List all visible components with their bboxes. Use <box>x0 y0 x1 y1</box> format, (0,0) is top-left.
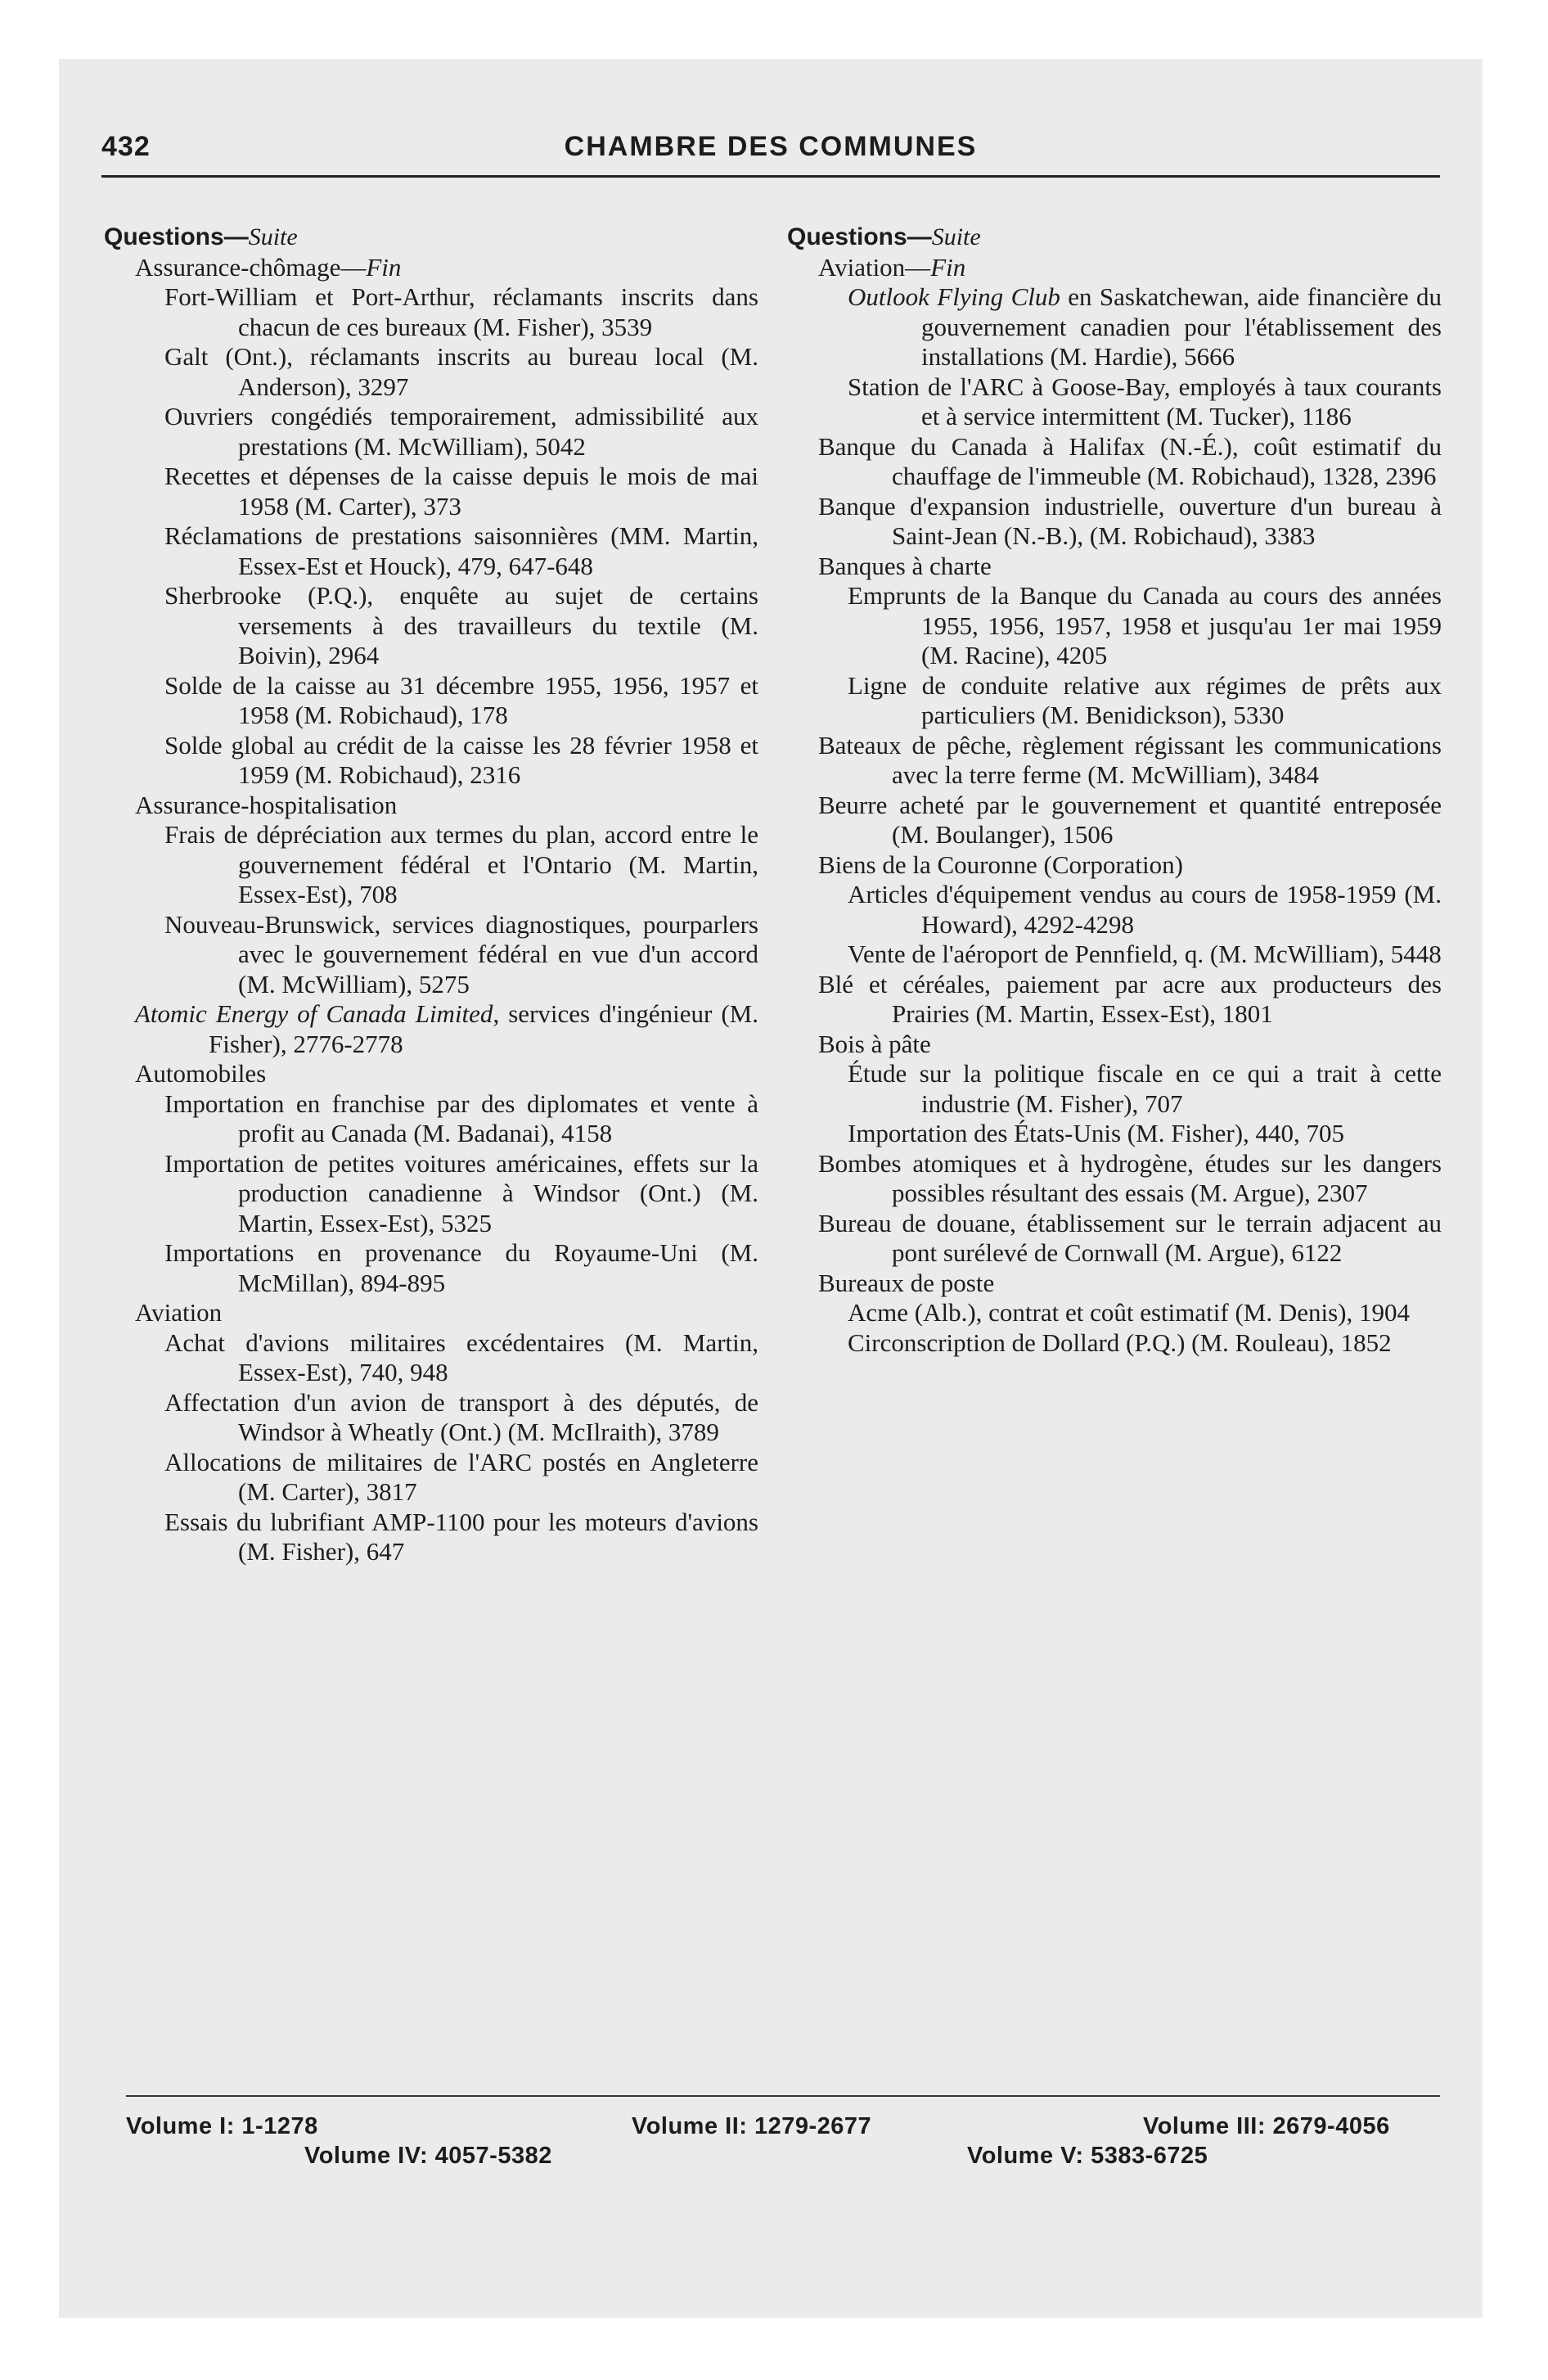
entry-text: Frais de dépréciation aux termes du plan, accord entre le gouvernement fédéral et l'Ontario (M. Martin, Essex-Est), 708 <box>164 820 758 908</box>
entry-text: Allocations de militaires de l'ARC postés en Angleterre (M. Carter), 3817 <box>164 1447 758 1506</box>
entry-text: Ligne de conduite relative aux régimes de prêts aux particuliers (M. Benidickson), 5330 <box>848 670 1442 729</box>
italic-title: Atomic Energy of Canada Limited <box>135 999 493 1028</box>
index-entry <box>104 671 758 731</box>
volume-4-range: Volume IV: 4057-5382 <box>304 2143 552 2169</box>
index-entry <box>104 1448 758 1508</box>
entry-text: Banque du Canada à Halifax (N.-É.), coût estimatif du chauffage de l'immeuble (M. Robichaud), 1328, 2396 <box>818 431 1442 490</box>
index-entry <box>787 552 1442 582</box>
index-entry <box>787 671 1442 731</box>
entry-text: Nouveau-Brunswick, services diagnostiques, pourparlers avec le gouvernement fédéral en vue d'un accord (M. McWilliam), 5275 <box>164 909 758 998</box>
index-entry <box>787 1209 1442 1269</box>
entry-text: Assurance-hospitalisation <box>135 790 398 819</box>
right-column <box>787 223 1442 1358</box>
index-entry <box>104 1298 758 1328</box>
entry-text: Étude sur la politique fiscale en ce qui a trait à cette industrie (M. Fisher), 707 <box>848 1059 1442 1118</box>
entry-text: Banque d'expansion industrielle, ouverture d'un bureau à Saint-Jean (N.-B.), (M. Robichaud), 3383 <box>818 491 1442 550</box>
entry-text: Importation de petites voitures américaines, effets sur la production canadienne à Windsor (Ont.) (M. Martin, Essex-Est), 5325 <box>164 1148 758 1237</box>
entry-text: Affectation d'un avion de transport à des députés, de Windsor à Wheatly (Ont.) (M. McIlraith), 3789 <box>164 1387 758 1446</box>
index-entry <box>787 492 1442 552</box>
entry-text: Blé et céréales, paiement par acre aux producteurs des Prairies (M. Martin, Essex-Est), 1801 <box>818 969 1442 1028</box>
index-entry <box>104 791 758 821</box>
entry-text: Beurre acheté par le gouvernement et quantité entreposée (M. Boulanger), 1506 <box>818 790 1442 849</box>
italic-title: Outlook Flying Club <box>848 282 1060 311</box>
entry-text: Acme (Alb.), contrat et coût estimatif (M. Denis), 1904 <box>848 1298 1410 1327</box>
index-entry <box>787 850 1442 881</box>
entry-text: Achat d'avions militaires excédentaires (M. Martin, Essex-Est), 740, 948 <box>164 1327 758 1386</box>
entry-text: Importations en provenance du Royaume-Uni (M. McMillan), 894-895 <box>164 1238 758 1297</box>
entry-text: Essais du lubrifiant AMP-1100 pour les moteurs d'avions (M. Fisher), 647 <box>164 1507 758 1566</box>
index-entry <box>787 282 1442 372</box>
running-title: CHAMBRE DES COMMUNES <box>564 131 978 162</box>
volume-2-range: Volume II: 1279-2677 <box>632 2113 872 2139</box>
index-entry <box>104 1238 758 1298</box>
index-entry <box>787 1119 1442 1149</box>
index-entry <box>104 1089 758 1149</box>
index-entry <box>104 1328 758 1388</box>
header-rule <box>101 175 1440 178</box>
index-entry <box>787 1030 1442 1060</box>
footer-rule <box>126 2095 1440 2097</box>
index-entry <box>104 999 758 1059</box>
entry-text: Solde de la caisse au 31 décembre 1955, 1956, 1957 et 1958 (M. Robichaud), 178 <box>164 670 758 729</box>
index-entry <box>787 1328 1442 1359</box>
index-entry <box>787 1298 1442 1328</box>
index-entry <box>787 791 1442 850</box>
entry-text: Articles d'équipement vendus au cours de 1958-1959 (M. Howard), 4292-4298 <box>848 880 1442 939</box>
entry-text: Importation des États-Unis (M. Fisher), 440, 705 <box>848 1119 1345 1147</box>
entry-text: Banques à charte <box>818 551 992 580</box>
continuation-label: Suite <box>931 223 981 250</box>
index-entry <box>787 581 1442 671</box>
entry-text: Bureaux de poste <box>818 1268 995 1297</box>
page-header <box>101 131 1440 164</box>
volume-1-range: Volume I: 1-1278 <box>126 2113 318 2139</box>
index-entry <box>787 432 1442 492</box>
entry-text: Biens de la Couronne (Corporation) <box>818 850 1183 879</box>
index-entry <box>104 1149 758 1239</box>
entry-text: Fort-William et Port-Arthur, réclamants inscrits dans chacun de ces bureaux (M. Fisher), 3539 <box>164 282 758 341</box>
index-entry <box>787 1149 1442 1209</box>
index-entry <box>104 253 758 283</box>
entry-text: Circonscription de Dollard (P.Q.) (M. Rouleau), 1852 <box>848 1327 1392 1357</box>
entry-text: Sherbrooke (P.Q.), enquête au sujet de certains versements à des travailleurs du textile (M. Boivin), 2964 <box>164 581 758 669</box>
index-entry <box>104 731 758 791</box>
index-entry <box>104 1388 758 1448</box>
index-entry <box>104 581 758 671</box>
index-entry <box>104 910 758 1000</box>
page-number: 432 <box>101 131 151 162</box>
index-entry <box>787 253 1442 283</box>
section-heading <box>104 223 758 253</box>
volume-5-range: Volume V: 5383-6725 <box>967 2143 1208 2169</box>
index-entry <box>787 1059 1442 1119</box>
continuation-label: Fin <box>930 252 966 282</box>
entry-text: Bois à pâte <box>818 1029 931 1058</box>
index-entry <box>104 521 758 581</box>
entry-text: en Saskatchewan, aide financière du gouvernement canadien pour l'établissement des installations (M. Hardie), 5666 <box>921 282 1442 371</box>
index-entry <box>787 970 1442 1030</box>
index-entry <box>104 1059 758 1089</box>
entry-text: Automobiles <box>135 1059 267 1088</box>
entry-text: Emprunts de la Banque du Canada au cours des années 1955, 1956, 1957, 1958 et jusqu'au 1er mai 1959 (M. Racine), 4205 <box>848 581 1442 669</box>
scanned-page <box>59 59 1483 2318</box>
entry-text: Aviation— <box>818 252 931 282</box>
continuation-label: Fin <box>366 252 402 282</box>
index-entry <box>104 462 758 521</box>
section-heading <box>787 223 1442 253</box>
entry-text: , services d'ingénieur (M. Fisher), 2776-2778 <box>209 999 758 1058</box>
index-entry <box>787 372 1442 432</box>
entry-text: Bateaux de pêche, règlement régissant les communications avec la terre ferme (M. McWilliam), 3484 <box>818 730 1442 789</box>
entry-text: Bombes atomiques et à hydrogène, études sur les dangers possibles résultant des essais (M. Argue), 2307 <box>818 1148 1442 1207</box>
index-entry <box>787 940 1442 970</box>
continuation-label: Suite <box>248 223 298 250</box>
entry-text: Galt (Ont.), réclamants inscrits au bureau local (M. Anderson), 3297 <box>164 342 758 401</box>
entry-text: Questions— <box>787 223 932 250</box>
index-entry <box>787 880 1442 940</box>
index-entry <box>104 282 758 342</box>
left-column <box>104 223 758 1567</box>
entry-text: Station de l'ARC à Goose-Bay, employés à taux courants et à service intermittent (M. Tucker), 1186 <box>848 372 1442 430</box>
index-entry <box>787 1269 1442 1299</box>
entry-text: Bureau de douane, établissement sur le terrain adjacent au pont surélevé de Cornwall (M. Argue), 6122 <box>818 1208 1442 1267</box>
index-entry <box>104 342 758 402</box>
index-entry <box>104 1508 758 1567</box>
entry-text: Recettes et dépenses de la caisse depuis le mois de mai 1958 (M. Carter), 373 <box>164 462 758 521</box>
entry-text: Questions— <box>104 223 249 250</box>
entry-text: Réclamations de prestations saisonnières (MM. Martin, Essex-Est et Houck), 479, 647-648 <box>164 521 758 580</box>
entry-text: Importation en franchise par des diplomates et vente à profit au Canada (M. Badanai), 4158 <box>164 1089 758 1147</box>
index-entry <box>787 731 1442 791</box>
index-entry <box>104 402 758 462</box>
index-entry <box>104 820 758 910</box>
entry-text: Assurance-chômage— <box>135 252 367 282</box>
entry-text: Vente de l'aéroport de Pennfield, q. (M. McWilliam), 5448 <box>848 940 1442 968</box>
entry-text: Ouvriers congédiés temporairement, admissibilité aux prestations (M. McWilliam), 5042 <box>164 402 758 461</box>
entry-text: Solde global au crédit de la caisse les 28 février 1958 et 1959 (M. Robichaud), 2316 <box>164 730 758 789</box>
volume-3-range: Volume III: 2679-4056 <box>1143 2113 1390 2139</box>
entry-text: Aviation <box>135 1298 223 1327</box>
